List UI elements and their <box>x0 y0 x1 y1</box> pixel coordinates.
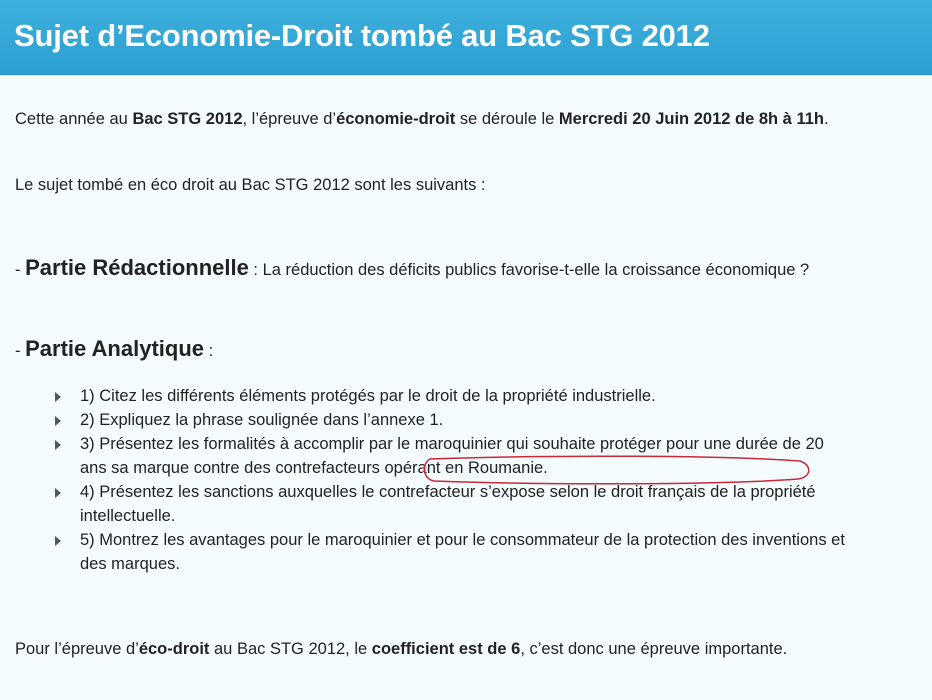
partie-analytique <box>15 337 213 363</box>
list-item <box>55 528 855 576</box>
partie-redactionnelle <box>15 256 845 282</box>
intro-text: , l’épreuve d’ <box>242 110 337 128</box>
conclusion-bold: coefficient est de 6 <box>371 640 521 658</box>
dash: - <box>15 342 26 360</box>
intro-paragraph <box>15 107 920 131</box>
section-heading: Partie Analytique <box>25 336 204 361</box>
list-item <box>55 408 855 432</box>
question-text: 1) Citez les différents éléments protégés par le droit de la propriété industrielle. <box>80 387 656 405</box>
triangle-bullet-icon <box>55 392 61 402</box>
intro-text: . <box>823 110 829 128</box>
dash: - <box>15 261 26 279</box>
intro-text: Cette année au <box>15 110 133 128</box>
conclusion-text: au Bac STG 2012, le <box>209 640 372 658</box>
section-text: : La réduction des déficits publics favorise-t-elle la croissance économique ? <box>248 261 810 279</box>
page-header <box>0 0 932 75</box>
intro-bold: Bac STG 2012 <box>132 110 243 128</box>
question-text: 2) Expliquez la phrase soulignée dans l’annexe 1. <box>80 411 444 429</box>
intro-text: se déroule le <box>455 110 559 128</box>
questions-list <box>55 384 855 576</box>
triangle-bullet-icon <box>55 440 61 450</box>
subject-intro: Le sujet tombé en éco droit au Bac STG 2012 sont les suivants : <box>15 176 486 194</box>
question-text: 4) Présentez les sanctions auxquelles le contrefacteur s’expose selon le droit français de la propriété intellectuelle. <box>80 483 816 525</box>
question-text: 5) Montrez les avantages pour le maroquinier et pour le consommateur de la protection des inventions et des marques. <box>80 531 845 573</box>
intro-bold: économie-droit <box>336 110 456 128</box>
list-item <box>55 384 855 408</box>
conclusion-text: , c’est donc une épreuve importante. <box>520 640 788 658</box>
section-heading: Partie Rédactionnelle <box>25 255 249 280</box>
list-item <box>55 480 855 528</box>
list-item <box>55 432 855 480</box>
triangle-bullet-icon <box>55 488 61 498</box>
intro-bold: Mercredi 20 Juin 2012 de 8h à 11h <box>558 110 824 128</box>
triangle-bullet-icon <box>55 536 61 546</box>
triangle-bullet-icon <box>55 416 61 426</box>
conclusion-paragraph <box>15 637 845 661</box>
page-title: Sujet d’Economie-Droit tombé au Bac STG 2012 <box>14 18 710 53</box>
conclusion-text: Pour l’épreuve d’ <box>15 640 139 658</box>
section-text: : <box>204 342 214 360</box>
conclusion-bold: éco-droit <box>138 640 210 658</box>
question-text: 3) Présentez les formalités à accomplir par le maroquinier qui souhaite protéger pour une durée de 20 ans sa marque contre des contrefacteurs opérant en Roumanie. <box>80 435 824 477</box>
